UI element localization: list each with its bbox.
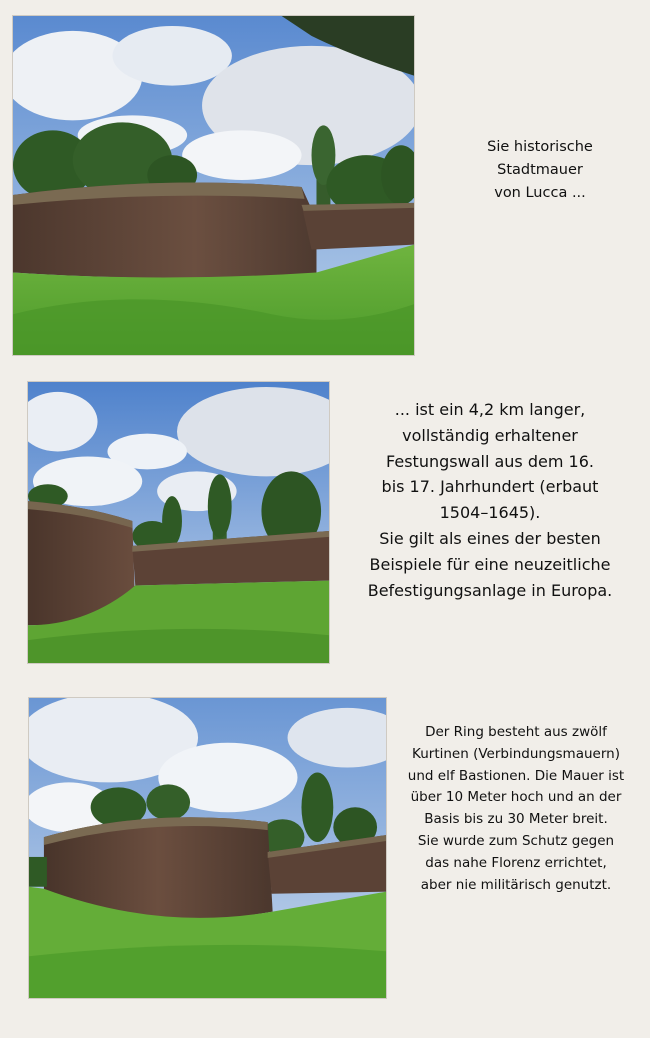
section-1-caption: Sie historische Stadtmauer von Lucca ... <box>487 139 593 201</box>
section-2-caption: ... ist ein 4,2 km langer, vollständig erhaltener Festungswall aus dem 16. bis 17. Jahrhundert (erbaut 1504–1645). Sie gilt als eines der besten Beispiele für eine neuzeitliche Befestigungsanlage in Europa. <box>367 400 613 600</box>
wall-photo-1-image <box>13 16 414 355</box>
wall-photo-2 <box>27 381 330 664</box>
wall-photo-3 <box>28 697 387 999</box>
section-3-caption: Der Ring besteht aus zwölf Kurtinen (Verbindungsmauern) und elf Bastionen. Die Mauer ist über 10 Meter hoch und an der Basis bis zu 30 Meter breit. Sie wurde zum Schutz gegen das nahe Florenz errichtet, aber nie militärisch genutzt. <box>407 724 625 893</box>
wall-photo-1 <box>12 15 415 356</box>
wall-photo-2-image <box>28 382 329 663</box>
wall-photo-3-image <box>29 698 386 998</box>
